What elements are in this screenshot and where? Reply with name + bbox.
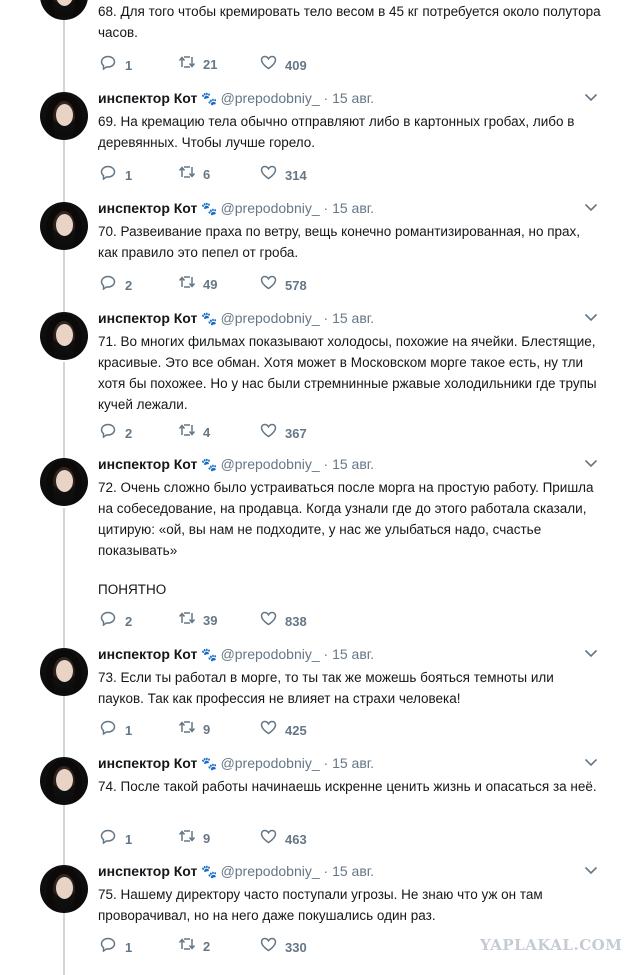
reply-count: 2	[125, 278, 133, 293]
handle[interactable]: @prepodobniy_	[220, 456, 320, 472]
chevron-down-icon[interactable]	[584, 863, 598, 878]
reply-count: 1	[125, 58, 133, 73]
retweet-button[interactable]	[178, 611, 217, 628]
reply-count: 1	[125, 832, 133, 847]
retweet-button[interactable]	[178, 829, 210, 846]
reply-button[interactable]	[100, 720, 132, 738]
like-count: 314	[285, 168, 307, 183]
avatar[interactable]	[40, 648, 88, 696]
avatar[interactable]	[40, 312, 88, 360]
like-count: 425	[285, 723, 307, 738]
chevron-down-icon[interactable]	[584, 310, 598, 325]
like-button[interactable]	[260, 937, 307, 955]
retweet-button[interactable]	[178, 720, 210, 737]
like-count: 409	[285, 58, 307, 73]
like-count: 838	[285, 614, 307, 629]
reply-icon	[100, 829, 118, 847]
reply-icon	[100, 937, 118, 955]
reply-button[interactable]	[100, 611, 132, 629]
tweet-text-extra: ПОНЯТНО	[98, 582, 167, 597]
tweet-text-main: 70. Развеивание праха по ветру, вещь конечно романтизированная, но прах, как правило это пепел от гроба.	[98, 224, 581, 260]
reply-button[interactable]	[100, 937, 132, 955]
display-name[interactable]: инспектор Кот	[98, 456, 198, 472]
paw-icon: 🐾	[201, 647, 218, 662]
tweet-header: инспектор Кот 🐾 @prepodobniy_ · 15 авг.	[98, 200, 375, 216]
timestamp[interactable]: 15 авг.	[332, 456, 375, 472]
tweet-header: инспектор Кот 🐾 @prepodobniy_ · 15 авг.	[98, 90, 375, 106]
retweet-icon	[178, 720, 196, 737]
retweet-count: 4	[203, 425, 211, 440]
handle[interactable]: @prepodobniy_	[220, 310, 320, 326]
avatar[interactable]	[40, 0, 88, 20]
chevron-down-icon[interactable]	[584, 755, 598, 770]
chevron-down-icon[interactable]	[584, 200, 598, 215]
thread-line	[63, 508, 65, 648]
avatar[interactable]	[40, 92, 88, 140]
paw-icon: 🐾	[201, 201, 218, 216]
heart-icon	[260, 55, 278, 73]
retweet-icon	[178, 275, 196, 292]
like-button[interactable]	[260, 55, 307, 73]
avatar[interactable]	[40, 865, 88, 913]
retweet-count: 9	[203, 722, 211, 737]
paw-icon: 🐾	[201, 864, 218, 879]
retweet-count: 49	[203, 277, 218, 292]
retweet-button[interactable]	[178, 165, 210, 182]
tweet-header: инспектор Кот 🐾 @prepodobniy_ · 15 авг.	[98, 755, 375, 771]
reply-icon	[100, 611, 118, 629]
like-count: 578	[285, 278, 307, 293]
like-button[interactable]	[260, 275, 307, 293]
retweet-count: 39	[203, 613, 218, 628]
tweet-text-main: 68. Для того чтобы кремировать тело весом в 45 кг потребуется около полутора часов.	[98, 4, 601, 40]
like-button[interactable]	[260, 611, 307, 629]
heart-icon	[260, 423, 278, 441]
reply-button[interactable]	[100, 55, 132, 73]
retweet-count: 21	[203, 57, 218, 72]
display-name[interactable]: инспектор Кот	[98, 200, 198, 216]
like-count: 330	[285, 940, 307, 955]
retweet-button[interactable]	[178, 937, 210, 954]
tweet-text-main: 69. На кремацию тела обычно отправляют либо в картонных гробах, либо в деревянных. Чтобы лучше горело.	[98, 114, 575, 150]
display-name[interactable]: инспектор Кот	[98, 90, 198, 106]
reply-icon	[100, 165, 118, 183]
tweet-text	[98, 331, 603, 415]
reply-button[interactable]	[100, 423, 132, 441]
handle[interactable]: @prepodobniy_	[220, 646, 320, 662]
reply-button[interactable]	[100, 829, 132, 847]
tweet-text	[98, 111, 603, 153]
thread-line	[63, 250, 65, 320]
paw-icon: 🐾	[201, 457, 218, 472]
handle[interactable]: @prepodobniy_	[220, 755, 320, 771]
avatar[interactable]	[40, 757, 88, 805]
paw-icon: 🐾	[201, 756, 218, 771]
tweet-header: инспектор Кот 🐾 @prepodobniy_ · 15 авг.	[98, 646, 375, 662]
timestamp[interactable]: 15 авг.	[332, 646, 375, 662]
tweet-text	[98, 1, 603, 43]
tweet-text-main: 75. Нашему директору часто поступали угрозы. Не знаю что уж он там проворачивал, но на него даже покушались один раз.	[98, 887, 543, 923]
handle[interactable]: @prepodobniy_	[220, 90, 320, 106]
thread-line	[63, 140, 65, 210]
reply-count: 1	[125, 168, 133, 183]
heart-icon	[260, 165, 278, 183]
retweet-icon	[178, 611, 196, 628]
retweet-icon	[178, 937, 196, 954]
tweet-text	[98, 221, 603, 263]
tweet-header: инспектор Кот 🐾 @prepodobniy_ · 15 авг.	[98, 310, 375, 326]
like-count: 367	[285, 426, 307, 441]
retweet-count: 2	[203, 939, 211, 954]
thread-line	[63, 362, 65, 467]
heart-icon	[260, 937, 278, 955]
thread-line	[63, 910, 65, 975]
reply-icon	[100, 275, 118, 293]
avatar[interactable]	[40, 458, 88, 506]
reply-count: 1	[125, 940, 133, 955]
reply-icon	[100, 423, 118, 441]
tweet-text	[98, 477, 603, 600]
handle[interactable]: @prepodobniy_	[220, 200, 320, 216]
retweet-count: 9	[203, 831, 211, 846]
reply-count: 2	[125, 614, 133, 629]
like-button[interactable]	[260, 423, 307, 441]
display-name[interactable]: инспектор Кот	[98, 310, 198, 326]
tweet-text	[98, 667, 603, 709]
like-button[interactable]	[260, 165, 307, 183]
tweet-text-main: 73. Если ты работал в морге, то ты так же можешь бояться темноты или пауков. Так как профессия не влияет на страхи человека!	[98, 670, 554, 706]
timestamp[interactable]: 15 авг.	[332, 90, 375, 106]
reply-count: 1	[125, 723, 133, 738]
retweet-icon	[178, 165, 196, 182]
tweet-text-main: 74. После такой работы начинаешь искренне ценить жизнь и опасаться за неё.	[98, 779, 597, 794]
timestamp[interactable]: 15 авг.	[332, 863, 375, 879]
paw-icon: 🐾	[201, 91, 218, 106]
tweet-header: инспектор Кот 🐾 @prepodobniy_ · 15 авг.	[98, 456, 375, 472]
paw-icon: 🐾	[201, 311, 218, 326]
reply-button[interactable]	[100, 165, 132, 183]
retweet-icon	[178, 423, 196, 440]
handle[interactable]: @prepodobniy_	[220, 863, 320, 879]
display-name[interactable]: инспектор Кот	[98, 863, 198, 879]
reply-button[interactable]	[100, 275, 132, 293]
watermark: YAPLAKAL.COM	[480, 936, 623, 954]
retweet-button[interactable]	[178, 275, 217, 292]
heart-icon	[260, 829, 278, 847]
display-name[interactable]: инспектор Кот	[98, 755, 198, 771]
retweet-icon	[178, 829, 196, 846]
retweet-icon	[178, 55, 196, 72]
retweet-button[interactable]	[178, 55, 217, 72]
tweet-header: инспектор Кот 🐾 @prepodobniy_ · 15 авг.	[98, 863, 375, 879]
chevron-down-icon[interactable]	[584, 456, 598, 471]
tweet-text	[98, 776, 603, 797]
tweet-text-main: 72. Очень сложно было устраиваться после морга на простую работу. Пришла на собеседование, на продавца. Когда узнали где до этого работала сказали, цитирую: «ой, вы нам не подходите, у нас же улыбаться надо, счастье показывать»	[98, 480, 594, 558]
heart-icon	[260, 275, 278, 293]
thread-line	[63, 690, 65, 760]
thread-line	[63, 798, 65, 868]
display-name[interactable]: инспектор Кот	[98, 646, 198, 662]
like-button[interactable]	[260, 829, 307, 847]
avatar[interactable]	[40, 202, 88, 250]
like-count: 463	[285, 832, 307, 847]
chevron-down-icon[interactable]	[584, 90, 598, 105]
heart-icon	[260, 720, 278, 738]
heart-icon	[260, 611, 278, 629]
reply-icon	[100, 720, 118, 738]
reply-count: 2	[125, 426, 133, 441]
timestamp[interactable]: 15 авг.	[332, 200, 375, 216]
reply-icon	[100, 55, 118, 73]
chevron-down-icon[interactable]	[584, 646, 598, 661]
tweet-text	[98, 884, 603, 926]
like-button[interactable]	[260, 720, 307, 738]
retweet-count: 6	[203, 167, 211, 182]
timestamp[interactable]: 15 авг.	[332, 755, 375, 771]
retweet-button[interactable]	[178, 423, 210, 440]
timestamp[interactable]: 15 авг.	[332, 310, 375, 326]
tweet-text-main: 71. Во многих фильмах показывают холодосы, похожие на ячейки. Блестящие, красивые. Это все обман. Хотя может в Московском морге такое есть, ну тли хотя бы похожее. Но у нас были стремнинные ржавые холодильники где трупы кучей лежали.	[98, 334, 597, 412]
